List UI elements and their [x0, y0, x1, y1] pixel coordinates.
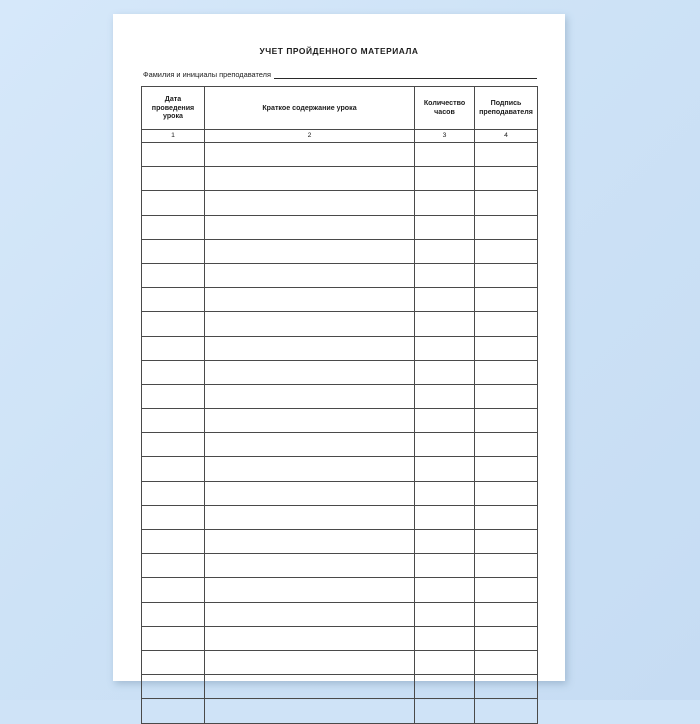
- table-cell[interactable]: [205, 215, 415, 239]
- table-cell[interactable]: [475, 675, 538, 699]
- table-row: [142, 336, 538, 360]
- table-cell[interactable]: [415, 336, 475, 360]
- table-cell[interactable]: [205, 312, 415, 336]
- table-row: [142, 626, 538, 650]
- table-cell[interactable]: [475, 409, 538, 433]
- table-row: [142, 578, 538, 602]
- table-row: [142, 675, 538, 699]
- table-row: [142, 409, 538, 433]
- table-cell[interactable]: [415, 578, 475, 602]
- table-cell[interactable]: [142, 384, 205, 408]
- table-cell[interactable]: [142, 191, 205, 215]
- table-cell[interactable]: [205, 505, 415, 529]
- table-cell[interactable]: [142, 288, 205, 312]
- table-row: [142, 433, 538, 457]
- table-cell[interactable]: [205, 191, 415, 215]
- table-cell[interactable]: [205, 384, 415, 408]
- column-number-1: 1: [142, 130, 205, 143]
- table-cell[interactable]: [475, 312, 538, 336]
- table-cell[interactable]: [142, 626, 205, 650]
- column-header-signature-line-2: преподавателя: [479, 108, 533, 116]
- column-header-signature-line-1: Подпись: [490, 99, 522, 108]
- table-cell[interactable]: [415, 530, 475, 554]
- table-cell[interactable]: [475, 457, 538, 481]
- table-cell[interactable]: [475, 143, 538, 167]
- table-cell[interactable]: [415, 215, 475, 239]
- table-cell[interactable]: [415, 167, 475, 191]
- table-cell[interactable]: [205, 530, 415, 554]
- table-row: [142, 602, 538, 626]
- table-cell[interactable]: [142, 433, 205, 457]
- table-cell[interactable]: [142, 554, 205, 578]
- table-row: [142, 263, 538, 287]
- table-row: [142, 505, 538, 529]
- table-cell[interactable]: [142, 505, 205, 529]
- table-row: [142, 191, 538, 215]
- table-column-number-row: [142, 130, 538, 143]
- column-number-4: 4: [475, 130, 538, 143]
- table-cell[interactable]: [415, 505, 475, 529]
- table-cell[interactable]: [475, 288, 538, 312]
- teacher-name-label: Фамилия и инициалы преподавателя: [143, 70, 271, 79]
- table-row: [142, 384, 538, 408]
- table-cell[interactable]: [205, 263, 415, 287]
- teacher-name-rule[interactable]: [274, 71, 537, 79]
- table-row: [142, 312, 538, 336]
- teacher-name-field[interactable]: [141, 70, 537, 79]
- table-cell[interactable]: [475, 626, 538, 650]
- table-cell[interactable]: [475, 215, 538, 239]
- column-header-date-line-2: проведения: [151, 103, 195, 112]
- table-cell[interactable]: [205, 167, 415, 191]
- table-row: [142, 215, 538, 239]
- table-cell[interactable]: [415, 288, 475, 312]
- table-row: [142, 288, 538, 312]
- table-cell[interactable]: [142, 650, 205, 674]
- table-cell[interactable]: [475, 191, 538, 215]
- table-cell[interactable]: [142, 481, 205, 505]
- table-cell[interactable]: [205, 602, 415, 626]
- table-cell[interactable]: [475, 481, 538, 505]
- sheet-content: [141, 40, 537, 724]
- table-cell[interactable]: [475, 167, 538, 191]
- table-cell[interactable]: [475, 602, 538, 626]
- table-cell[interactable]: [415, 409, 475, 433]
- table-cell[interactable]: [205, 239, 415, 263]
- column-header-summary: [205, 87, 415, 130]
- table-cell[interactable]: [205, 143, 415, 167]
- column-header-summary-line-1: Краткое содержание урока: [262, 103, 357, 112]
- table-row: [142, 699, 538, 723]
- column-header-date-line-1: Дата: [164, 94, 182, 103]
- table-cell[interactable]: [142, 602, 205, 626]
- table-cell[interactable]: [415, 554, 475, 578]
- table-cell[interactable]: [142, 336, 205, 360]
- table-cell[interactable]: [475, 360, 538, 384]
- table-cell[interactable]: [475, 505, 538, 529]
- table-row: [142, 457, 538, 481]
- table-cell[interactable]: [205, 409, 415, 433]
- table-cell[interactable]: [142, 143, 205, 167]
- table-cell[interactable]: [142, 312, 205, 336]
- table-cell[interactable]: [475, 239, 538, 263]
- table-cell[interactable]: [475, 433, 538, 457]
- table-cell[interactable]: [475, 650, 538, 674]
- column-header-date: [142, 87, 205, 130]
- table-cell[interactable]: [205, 288, 415, 312]
- column-header-signature: [475, 87, 538, 130]
- column-header-hours-line-1: Количество: [423, 99, 466, 108]
- table-header-row: [142, 87, 538, 130]
- table-cell[interactable]: [205, 650, 415, 674]
- table-cell[interactable]: [205, 554, 415, 578]
- table-row: [142, 481, 538, 505]
- table-cell[interactable]: [475, 699, 538, 723]
- column-header-hours: [415, 87, 475, 130]
- table-cell[interactable]: [415, 384, 475, 408]
- table-cell[interactable]: [142, 263, 205, 287]
- table-row: [142, 239, 538, 263]
- table-cell[interactable]: [142, 215, 205, 239]
- table-row: [142, 143, 538, 167]
- table-cell[interactable]: [475, 578, 538, 602]
- table-cell[interactable]: [415, 360, 475, 384]
- column-header-date-line-3: урока: [162, 112, 183, 121]
- table-cell[interactable]: [415, 239, 475, 263]
- table-cell[interactable]: [415, 457, 475, 481]
- table-cell[interactable]: [142, 578, 205, 602]
- table-cell[interactable]: [142, 360, 205, 384]
- table-cell[interactable]: [142, 675, 205, 699]
- table-cell[interactable]: [205, 360, 415, 384]
- table-cell[interactable]: [142, 457, 205, 481]
- table-cell[interactable]: [415, 312, 475, 336]
- table-cell[interactable]: [475, 554, 538, 578]
- table-cell[interactable]: [142, 239, 205, 263]
- table-cell[interactable]: [415, 433, 475, 457]
- table-cell[interactable]: [205, 699, 415, 723]
- table-cell[interactable]: [415, 191, 475, 215]
- table-cell[interactable]: [475, 384, 538, 408]
- table-cell[interactable]: [415, 143, 475, 167]
- paper-sheet: [113, 14, 565, 681]
- column-header-hours-line-2: часов: [434, 108, 455, 116]
- table-cell[interactable]: [415, 675, 475, 699]
- table-cell[interactable]: [205, 457, 415, 481]
- table-cell[interactable]: [475, 336, 538, 360]
- table-cell[interactable]: [205, 433, 415, 457]
- column-number-2: 2: [205, 130, 415, 143]
- table-cell[interactable]: [142, 699, 205, 723]
- page-title: УЧЕТ ПРОЙДЕННОГО МАТЕРИАЛА: [259, 46, 419, 56]
- table-cell[interactable]: [415, 626, 475, 650]
- table-cell[interactable]: [142, 530, 205, 554]
- table-cell[interactable]: [415, 263, 475, 287]
- column-number-3: 3: [415, 130, 475, 143]
- table-cell[interactable]: [415, 699, 475, 723]
- table-cell[interactable]: [415, 481, 475, 505]
- table-cell[interactable]: [415, 602, 475, 626]
- table-cell[interactable]: [142, 167, 205, 191]
- table-row: [142, 167, 538, 191]
- table-row: [142, 360, 538, 384]
- table-row: [142, 554, 538, 578]
- table-cell[interactable]: [415, 650, 475, 674]
- table-row: [142, 650, 538, 674]
- table-cell[interactable]: [205, 336, 415, 360]
- table-cell[interactable]: [205, 626, 415, 650]
- table-cell[interactable]: [475, 263, 538, 287]
- table-row: [142, 530, 538, 554]
- table-cell[interactable]: [142, 409, 205, 433]
- table-cell[interactable]: [205, 675, 415, 699]
- table-cell[interactable]: [205, 481, 415, 505]
- material-log-table: [141, 86, 538, 724]
- table-body: [142, 143, 538, 724]
- table-cell[interactable]: [475, 530, 538, 554]
- table-cell[interactable]: [205, 578, 415, 602]
